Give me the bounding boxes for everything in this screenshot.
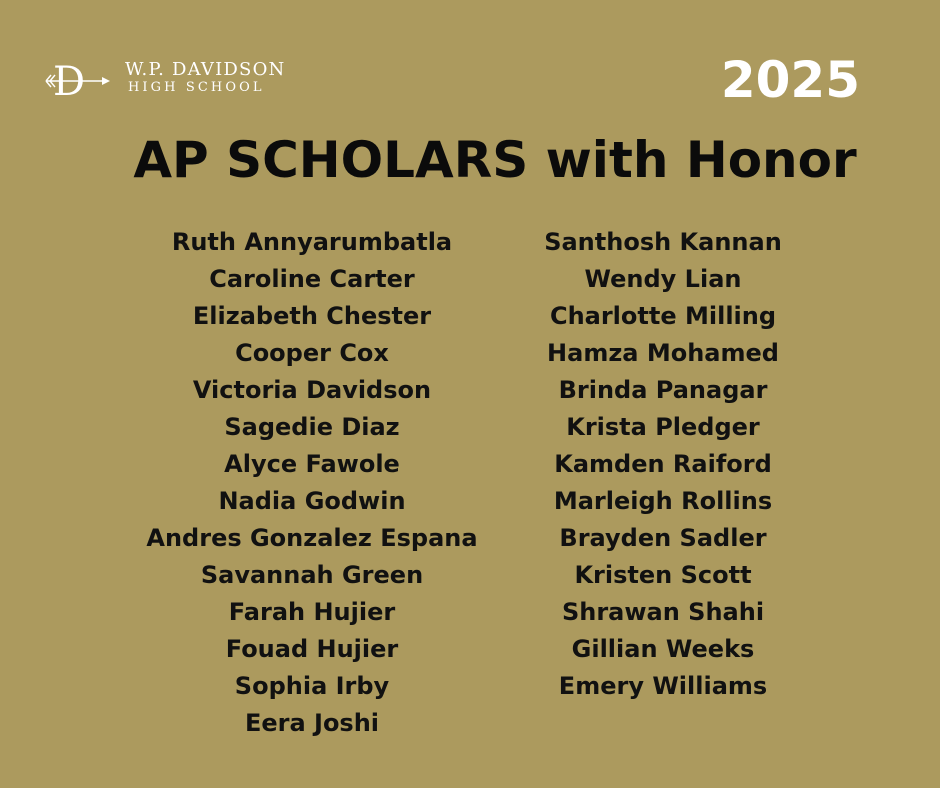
year-label: 2025: [720, 51, 860, 109]
school-name-line1: W.P. DAVIDSON: [125, 59, 286, 80]
scholar-name: Sophia Irby: [234, 672, 390, 700]
scholar-name: Alyce Fawole: [224, 450, 400, 478]
scholar-name: Marleigh Rollins: [553, 487, 773, 515]
school-name-line2: HIGH SCHOOL: [128, 80, 265, 95]
scholar-name: Caroline Carter: [209, 265, 415, 293]
svg-text:D: D: [53, 60, 86, 102]
page-title: AP SCHOLARS with Honor: [133, 131, 857, 189]
scholar-name: Kristen Scott: [574, 561, 752, 589]
scholar-name: Emery Williams: [558, 672, 768, 700]
scholar-name: Gillian Weeks: [571, 635, 755, 663]
scholar-name: Cooper Cox: [235, 339, 389, 367]
scholar-name: Kamden Raiford: [554, 450, 772, 478]
school-logo: [44, 60, 294, 102]
scholar-name: Charlotte Milling: [549, 302, 777, 330]
scholar-name: Farah Hujier: [228, 598, 396, 626]
scholar-name: Santhosh Kannan: [544, 228, 782, 256]
arrow-d-monogram-icon: [44, 60, 110, 102]
scholar-name: Wendy Lian: [584, 265, 742, 293]
scholar-name: Victoria Davidson: [192, 376, 432, 404]
scholar-name: Brayden Sadler: [559, 524, 767, 552]
scholar-name: Hamza Mohamed: [547, 339, 779, 367]
scholar-name: Krista Pledger: [566, 413, 760, 441]
scholar-name: Brinda Panagar: [558, 376, 768, 404]
scholar-name: Sagedie Diaz: [224, 413, 400, 441]
scholars-list-right: [510, 224, 816, 705]
scholar-name: Andres Gonzalez Espana: [146, 524, 478, 552]
scholar-name: Ruth Annyarumbatla: [171, 228, 453, 256]
scholar-name: Shrawan Shahi: [561, 598, 765, 626]
scholar-name: Eera Joshi: [244, 709, 380, 737]
scholar-name: Savannah Green: [200, 561, 424, 589]
scholars-list-left: [142, 224, 482, 742]
scholar-name: Fouad Hujier: [225, 635, 399, 663]
scholar-name: Nadia Godwin: [218, 487, 406, 515]
scholar-name: Elizabeth Chester: [192, 302, 432, 330]
